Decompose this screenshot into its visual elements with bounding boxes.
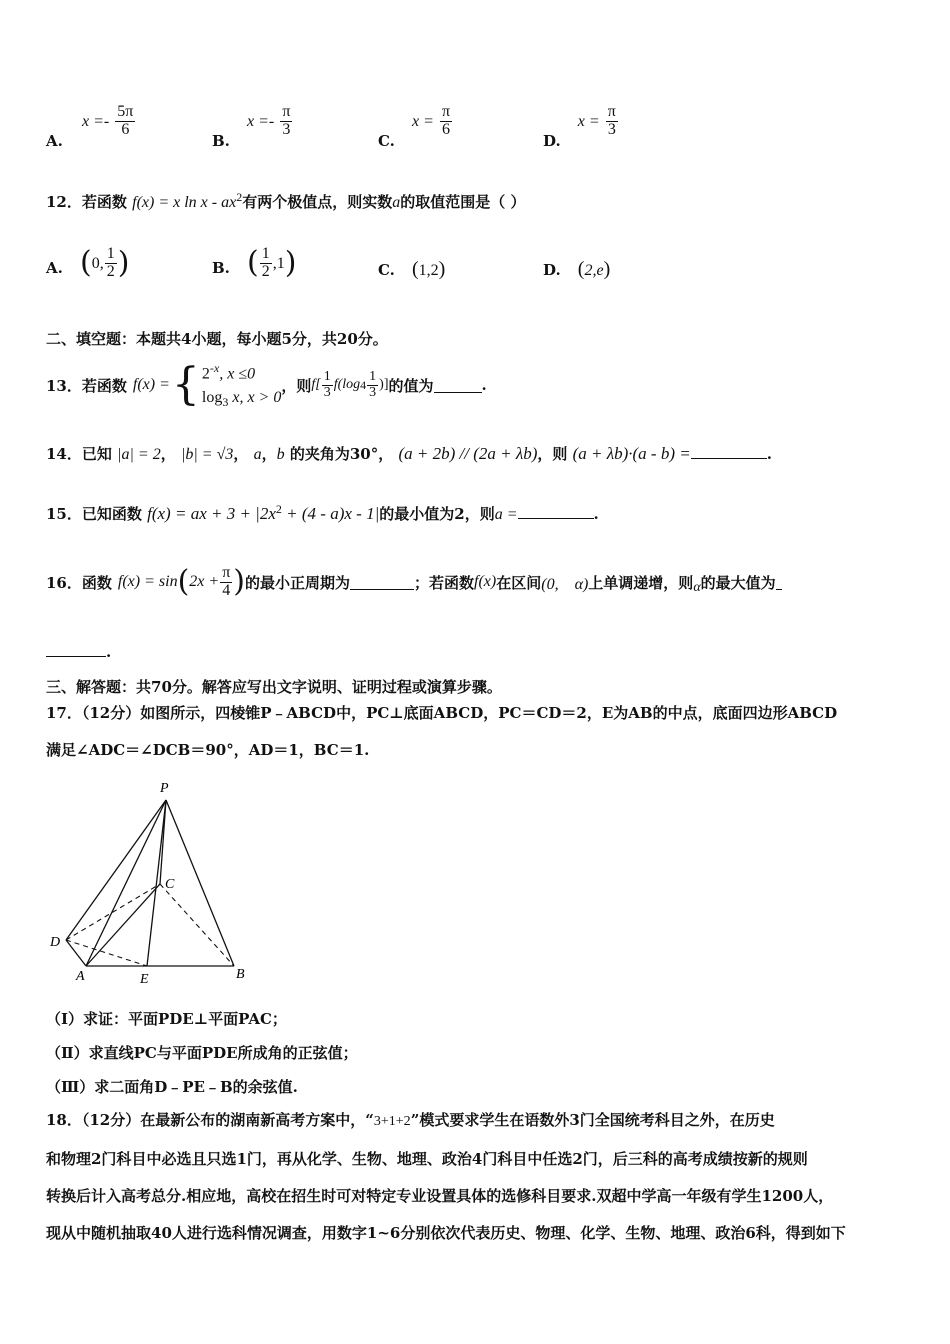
fraction <box>440 104 452 139</box>
option-label: A. <box>46 131 63 150</box>
case-2-subscript: 3 <box>222 395 229 410</box>
edge-dc-hidden <box>66 884 160 940</box>
math-expression: |b| = √3 <box>180 446 234 463</box>
question-text: 的取值范围是（ ） <box>400 193 526 211</box>
question-text: 若函数 <box>81 193 127 211</box>
question-13 <box>46 356 487 414</box>
question-14 <box>46 443 772 464</box>
option-label: B. <box>212 131 230 150</box>
math-variable: a <box>392 194 401 211</box>
label-p: P <box>160 781 169 796</box>
question-number: 15． <box>46 505 82 523</box>
question-18-line-4: 现从中随机抽取40人进行选科情况调查，用数字1~6分别依次代表历史、物理、化学、生物、地理、政治6科，得到如下 <box>46 1224 846 1242</box>
math-expression: f(x) = sin <box>117 573 178 590</box>
fraction <box>220 565 232 600</box>
question-17-part-2: （Ⅱ）求直线PC与平面PDE所成角的正弦值； <box>46 1044 358 1062</box>
q12-option-b <box>212 246 296 292</box>
fraction-denominator: 3 <box>607 120 616 138</box>
question-text: ；若函数 <box>414 573 475 592</box>
math-expression: f[ <box>311 377 321 392</box>
math-expression: (a + λb)·(a - b) = <box>572 444 691 463</box>
math-expression: f(x) = x ln x - ax <box>132 194 237 211</box>
fraction <box>322 370 333 400</box>
math-subscript: 4 <box>360 377 367 392</box>
answer-blank[interactable] <box>350 575 414 590</box>
fraction <box>367 370 378 400</box>
math-expression: f(x) = <box>132 376 170 393</box>
question-18-line-1 <box>46 1109 775 1130</box>
fraction-denominator: 6 <box>442 120 451 138</box>
fraction-numerator: 1 <box>106 245 115 262</box>
question-text: ， <box>160 445 176 463</box>
question-text: ，则 <box>281 376 312 395</box>
question-15 <box>46 502 599 524</box>
paren-open: ( <box>412 258 419 280</box>
answer-blank[interactable] <box>434 378 482 393</box>
interval-text: 0, <box>91 254 104 272</box>
paren-close: ) <box>117 245 130 281</box>
question-12 <box>46 190 525 212</box>
q11-option-b <box>212 104 293 148</box>
q11-option-c <box>378 104 453 148</box>
option-label: C. <box>378 131 395 150</box>
question-18-line-3: 转换后计入高考总分.相应地，高校在招生时可对特定专业设置具体的选修科目要求.双超中学高一年级有学生1200人， <box>46 1187 834 1205</box>
fraction-denominator: 2 <box>261 262 270 280</box>
question-text: ， <box>261 445 277 463</box>
label-d: D <box>50 935 61 950</box>
q11-option-a <box>46 104 136 148</box>
option-lhs: x = <box>412 112 434 130</box>
question-number: 14． <box>46 445 82 463</box>
fraction-numerator: π <box>442 103 451 120</box>
section-heading-solutions: 三、解答题：共70分。解答应写出文字说明、证明过程或演算步骤。 <box>46 678 502 696</box>
question-text: ”模式要求学生在语数外3门全国统考科目之外，在历史 <box>410 1111 775 1129</box>
question-18-line-2: 和物理2门科目中必选且只选1门，再从化学、生物、地理、政治4门科目中任选2门，后三科的高考成绩按新的规则 <box>46 1150 808 1168</box>
math-exponent: 2 <box>275 502 282 516</box>
fraction-denominator: 2 <box>106 262 115 280</box>
paren-open: ( <box>577 258 585 280</box>
interval-text: 2,e <box>584 262 604 279</box>
case-1-condition: , x ≤0 <box>219 365 256 383</box>
question-number: 16． <box>46 573 82 592</box>
question-text: . <box>766 445 772 463</box>
pyramid-figure <box>40 772 270 990</box>
option-label: D. <box>543 131 561 150</box>
fraction-denominator: 6 <box>121 120 130 138</box>
math-expression: + (4 - a)x - 1| <box>281 504 380 523</box>
edge-pe <box>147 800 166 966</box>
math-expression: 2x + <box>189 573 220 590</box>
math-exponent: 2 <box>236 190 243 204</box>
question-text: 的最大值为 <box>700 573 776 592</box>
case-2-log: log <box>201 389 223 407</box>
paren-close: ) <box>438 258 446 280</box>
brace-open: { <box>171 359 200 410</box>
q11-option-d <box>543 104 619 148</box>
label-e: E <box>140 972 149 987</box>
question-text: 的最小值为2，则 <box>379 505 495 523</box>
question-17-line-1: 17．（12分）如图所示，四棱锥P﹣ABCD中，PC⊥底面ABCD，PC＝CD＝2，E为AB的中点，底面四边形ABCD <box>46 704 838 722</box>
option-label: B. <box>212 258 230 277</box>
question-text: 在区间 <box>496 573 542 592</box>
label-c: C <box>165 877 175 892</box>
math-expression: 3+1+2 <box>373 1114 411 1129</box>
fraction-numerator: 1 <box>369 368 377 384</box>
fraction <box>105 246 117 281</box>
question-text: 若函数 <box>81 376 127 395</box>
math-expression: f(x) = ax + 3 + |2x <box>147 504 276 523</box>
question-text: ，则 <box>537 445 568 463</box>
paren-close: ) <box>233 564 245 599</box>
edge-da <box>66 940 86 966</box>
question-text: 的值为 <box>388 376 434 395</box>
question-number: 13． <box>46 376 82 395</box>
fraction-denominator: 3 <box>323 384 331 400</box>
question-text: . <box>106 643 112 661</box>
answer-blank-start[interactable] <box>776 575 782 590</box>
fraction-numerator: π <box>222 563 231 581</box>
paren-open: ( <box>79 245 92 281</box>
question-17-part-1: （Ⅰ）求证：平面PDE⊥平面PAC； <box>46 1010 287 1028</box>
question-text: 函数 <box>81 573 112 592</box>
question-number: 12． <box>46 193 82 211</box>
interval-text: 1,2 <box>418 262 439 279</box>
math-variable: b <box>276 446 285 463</box>
edge-cb-hidden <box>160 884 234 966</box>
fraction-numerator: π <box>607 103 616 120</box>
interval-text: ,1 <box>272 254 285 272</box>
question-text: . <box>593 505 599 523</box>
answer-blank[interactable] <box>691 444 767 459</box>
paren-close: ) <box>284 245 297 281</box>
answer-blank-end[interactable] <box>46 642 106 657</box>
fraction-numerator: 1 <box>261 245 270 262</box>
fraction <box>260 246 272 281</box>
question-text: 的夹角为30°， <box>289 445 394 463</box>
question-text: 上单调递增，则 <box>588 573 694 592</box>
fraction <box>280 104 292 139</box>
q12-option-c <box>378 258 445 281</box>
question-text: 的最小正周期为 <box>244 573 350 592</box>
option-lhs: x = <box>577 112 600 130</box>
edge-pb <box>166 800 234 966</box>
paren-open: ( <box>177 564 190 599</box>
question-17-line-2: 满足∠ADC＝∠DCB＝90°，AD＝1，BC＝1. <box>46 741 370 759</box>
fraction-numerator: 1 <box>323 368 331 384</box>
option-lhs: x =- <box>81 112 110 130</box>
math-expression: f(log <box>333 377 361 392</box>
piecewise-cases <box>202 356 281 415</box>
edge-pd <box>66 800 166 940</box>
label-b: B <box>236 967 245 982</box>
question-text: 有两个极值点，则实数 <box>242 193 393 211</box>
fraction-denominator: 3 <box>369 384 377 400</box>
math-expression: )] <box>379 377 389 392</box>
question-17-part-3: （Ⅲ）求二面角D﹣PE﹣B的余弦值. <box>46 1078 298 1096</box>
answer-blank[interactable] <box>518 504 594 519</box>
paren-open: ( <box>247 245 259 281</box>
fraction <box>606 104 618 139</box>
math-expression: (0, α) <box>541 575 589 593</box>
question-text: 已知函数 <box>81 505 142 523</box>
fraction <box>115 104 135 139</box>
question-text: 已知 <box>81 445 112 463</box>
q12-option-d <box>543 258 610 281</box>
math-variable: a = <box>494 506 518 523</box>
case-2-condition: x, x > 0 <box>228 389 282 407</box>
question-text: . <box>481 376 487 394</box>
case-1-exponent: -x <box>209 360 220 375</box>
fraction-numerator: 5π <box>117 103 134 120</box>
option-lhs: x =- <box>247 112 275 130</box>
math-variable: a <box>253 446 262 463</box>
question-16-continuation <box>46 642 111 661</box>
math-expression: f(x) <box>474 573 497 590</box>
option-label: C. <box>378 261 395 279</box>
fraction-denominator: 4 <box>222 581 231 599</box>
question-text: 18．（12分）在最新公布的湖南新高考方案中，“ <box>46 1111 374 1129</box>
label-a: A <box>76 969 85 984</box>
math-variable: α <box>693 580 701 595</box>
case-1-base: 2 <box>201 365 210 383</box>
fraction-numerator: π <box>282 103 291 120</box>
section-heading-fill-in: 二、填空题：本题共4小题，每小题5分，共20分。 <box>46 330 388 348</box>
math-expression: (a + 2b) // (2a + λb) <box>398 444 538 463</box>
q12-option-a <box>46 246 129 292</box>
paren-close: ) <box>603 258 611 280</box>
question-16 <box>46 560 782 604</box>
option-label: D. <box>543 261 561 279</box>
question-text: ， <box>233 445 249 463</box>
fraction-denominator: 3 <box>282 120 291 138</box>
math-expression: |a| = 2 <box>117 446 161 463</box>
option-label: A. <box>46 258 63 277</box>
edge-pa <box>86 800 166 966</box>
